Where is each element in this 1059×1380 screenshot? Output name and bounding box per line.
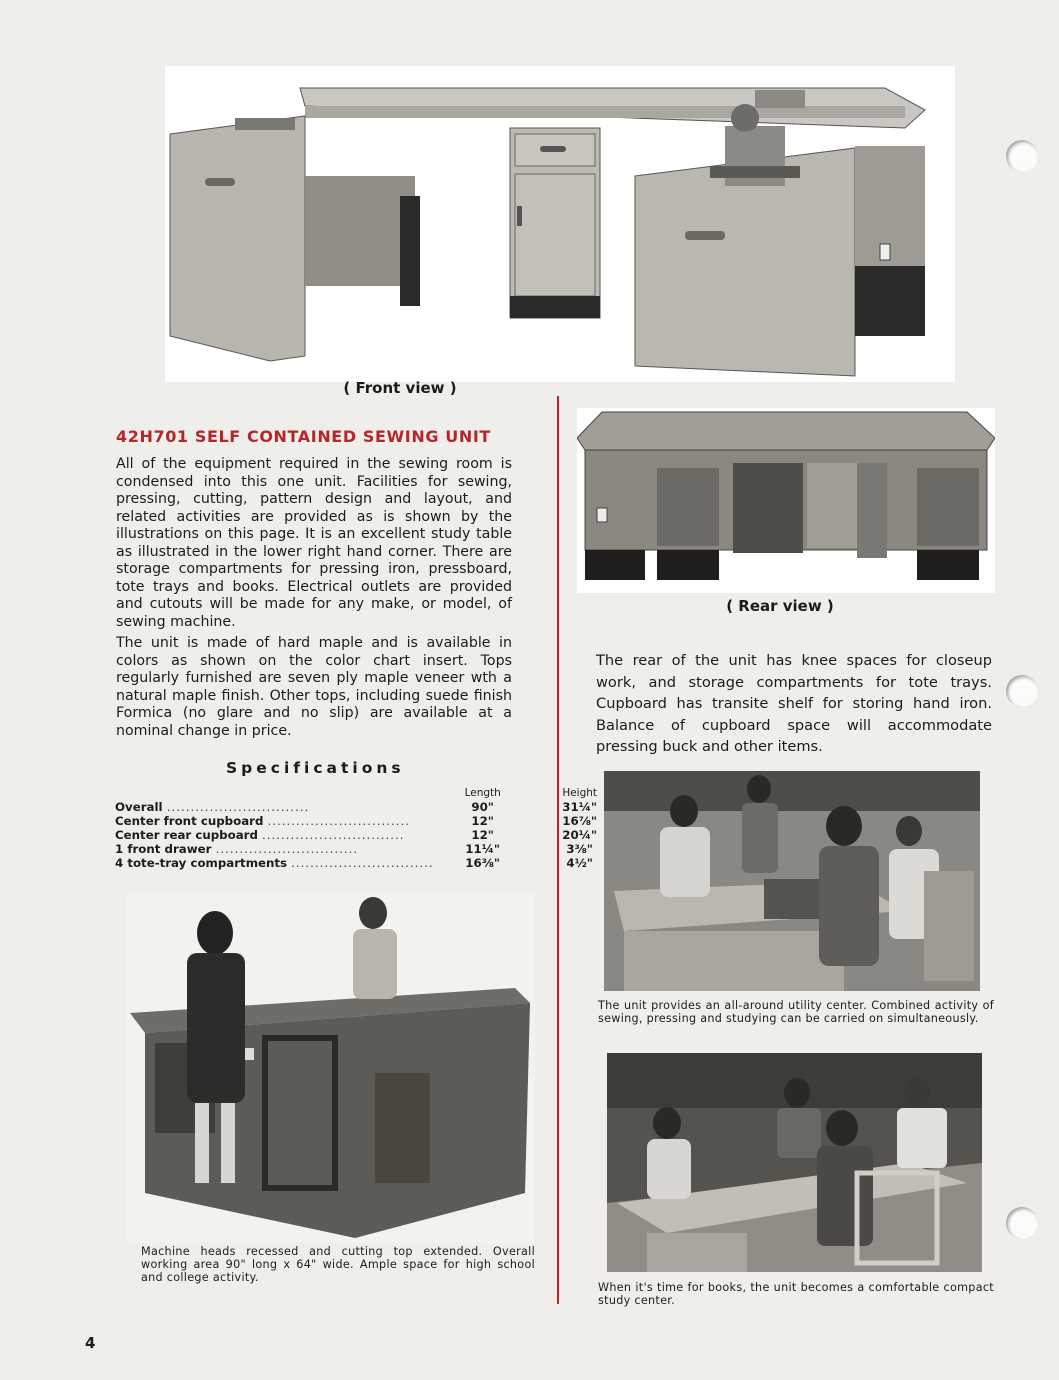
spec-height: 3⅜" bbox=[566, 842, 593, 856]
column-divider bbox=[557, 396, 559, 1304]
description-paragraph-2: The unit is made of hard maple and is available in colors as shown on the color chart insert. Tops regularly furnished are seven ply maple veneer wth a natural maple finish. Other tops, including suede finish Formica (no glare and no slip) are available at a nominal change in price. bbox=[116, 635, 512, 739]
spec-row-label: Center rear cupboard bbox=[115, 828, 258, 842]
front-view-caption: ( Front view ) bbox=[343, 379, 457, 397]
spec-length: 12" bbox=[471, 814, 494, 828]
spec-length: 16⅜" bbox=[465, 856, 501, 870]
spec-length: 12" bbox=[471, 828, 494, 842]
dot-leader: .............................. bbox=[166, 800, 310, 814]
spec-header-blank bbox=[115, 786, 434, 800]
spec-height: 16⅞" bbox=[562, 814, 598, 828]
spec-row-label: 1 front drawer bbox=[115, 842, 212, 856]
study-center-photo bbox=[607, 1053, 982, 1272]
binder-hole-bottom bbox=[1006, 1207, 1038, 1239]
rear-view-caption: ( Rear view ) bbox=[726, 597, 834, 615]
utility-center-caption: The unit provides an all-around utility center. Combined activity of sewing, pressing and studying can be carried on simultaneously. bbox=[598, 999, 994, 1025]
spec-row-label: 4 tote-tray compartments bbox=[115, 856, 288, 870]
spec-header-height: Height bbox=[562, 787, 598, 799]
rear-description: The rear of the unit has knee spaces for closeup work, and storage compartments for tote trays. Cupboard has transite shelf for storing hand iron. Balance of cupboard space will accommodate pressing buck and other items. bbox=[596, 652, 992, 755]
spec-height: 20¼" bbox=[562, 828, 598, 842]
spec-row-label: Overall bbox=[115, 800, 163, 814]
dot-leader: .............................. bbox=[215, 842, 359, 856]
spec-length: 11¼" bbox=[465, 842, 501, 856]
cutting-table-caption: Machine heads recessed and cutting top extended. Overall working area 90" long x 64" wide. Ample space for high school and college activity. bbox=[141, 1245, 535, 1284]
front-view-illustration bbox=[165, 66, 955, 382]
dot-leader: .............................. bbox=[262, 828, 405, 842]
page-number: 4 bbox=[85, 1334, 96, 1352]
study-center-caption: When it's time for books, the unit becomes a comfortable compact study center. bbox=[598, 1281, 994, 1307]
product-title: 42H701 SELF CONTAINED SEWING UNIT bbox=[116, 427, 491, 446]
spec-height: 31¼" bbox=[562, 800, 598, 814]
dot-leader: .............................. bbox=[291, 856, 434, 870]
spec-row-label: Center front cupboard bbox=[115, 814, 264, 828]
utility-center-photo bbox=[604, 771, 980, 991]
dot-leader: .............................. bbox=[267, 814, 411, 828]
binder-hole-middle bbox=[1006, 675, 1038, 707]
binder-hole-top bbox=[1006, 140, 1038, 172]
rear-view-illustration bbox=[577, 408, 995, 593]
spec-header-length: Length bbox=[464, 787, 501, 799]
specifications-heading: Specifications bbox=[226, 759, 405, 777]
spec-length: 90" bbox=[471, 800, 494, 814]
description-paragraph-1: All of the equipment required in the sewing room is condensed into this one unit. Facilities for sewing, pressing, cutting, pattern design and layout, and related activities are provided as is shown by the illustrations on this page. It is an excellent study table as illustrated in the lower right hand corner. There are storage compartments for pressing iron, pressboard, tote trays and books. Electrical outlets are provided and cutouts will be made for any make, or model, of sewing machine. bbox=[116, 456, 512, 630]
cutting-table-photo bbox=[125, 893, 535, 1243]
spec-height: 4½" bbox=[566, 856, 593, 870]
